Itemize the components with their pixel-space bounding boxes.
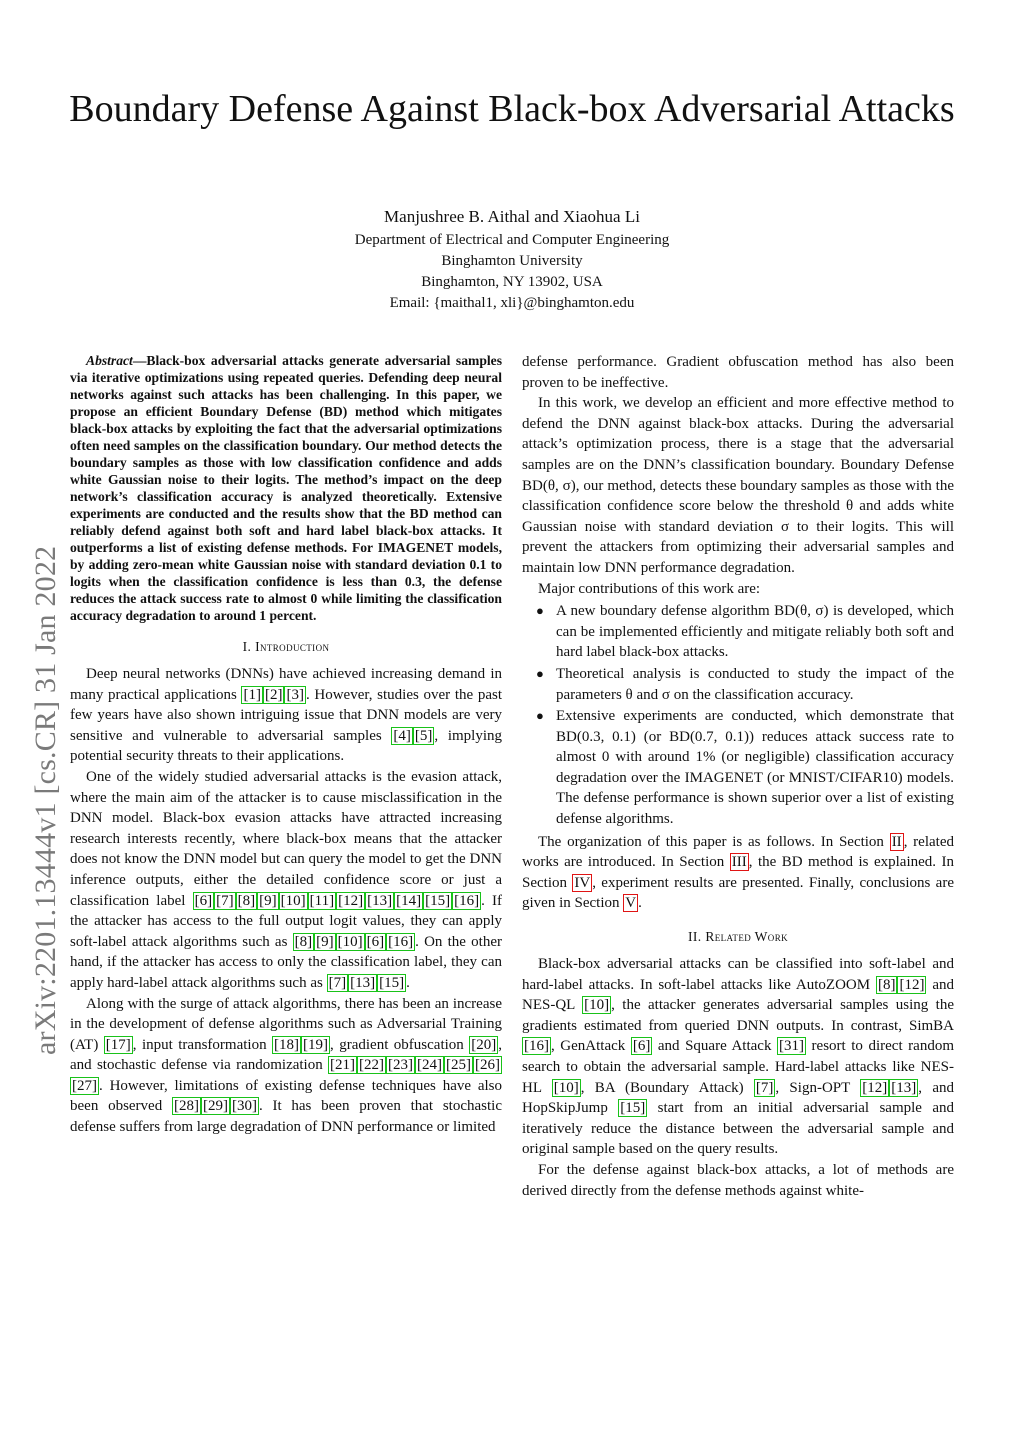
citation-link[interactable]: [11] <box>309 892 335 909</box>
citation-link[interactable]: [8] <box>294 933 313 950</box>
text-run: and NES-QL <box>522 976 954 1014</box>
citation-link[interactable]: [22] <box>359 1057 384 1074</box>
bullet-icon: ● <box>536 603 544 619</box>
paper-authors: Manjushree B. Aithal and Xiaohua Li <box>384 207 640 226</box>
section-title: Related Work <box>705 929 788 945</box>
citation-link[interactable]: [7] <box>328 974 347 991</box>
affiliation-address: Binghamton, NY 13902, USA <box>421 274 603 290</box>
citation-link[interactable]: [8] <box>877 976 896 993</box>
citation-link[interactable]: [9] <box>316 933 334 950</box>
author-affiliation <box>0 230 1024 314</box>
citation-link[interactable]: [16] <box>454 892 480 909</box>
contribution-item <box>536 706 954 830</box>
abstract-text: Black-box adversarial attacks generate adversarial samples via iterative optimizations using repeated queries. Defending deep neural networks against such attacks has been challenging. In this paper, we propose an efficient Boundary Defense (BD) method which mitigates black-box attacks by exploiting the fact that the adversarial optimizations often need samples on the classification boundary. Our method detects the boundary samples as those with low classification confidence and adds white Gaussian noise to their logits. The method’s impact on the deep network’s classification accuracy is analyzed theoretically. Extensive experiments are conducted and the results show that the BD method can reliably defend against both soft and hard label black-box attacks. It outperforms a list of existing defense methods. For IMAGENET models, by adding zero-mean white Gaussian noise with standard deviation 0.1 to logits when the classification confidence is less than 0.3, the defense reduces the attack success rate to almost 0 while limiting the classification accuracy degradation to around 1 percent. <box>70 353 502 623</box>
section-reference-link[interactable]: II <box>891 833 902 850</box>
section-heading-related-work <box>522 928 954 946</box>
citation-link[interactable]: [19] <box>303 1036 329 1053</box>
text-run: resort to direct random search to obtain the adversarial sample. Hard-label attacks like NES-HL <box>522 1038 954 1096</box>
citation-link[interactable]: [7] <box>755 1079 774 1096</box>
intro-paragraph-1 <box>70 664 502 767</box>
contribution-item <box>536 601 954 663</box>
section-reference-link[interactable]: V <box>625 895 637 912</box>
section-heading-introduction <box>70 638 502 656</box>
text-run: Along with the surge of attack algorithms, there has been an increase in the development of defense algorithms such as Adversarial Training (AT) <box>70 995 502 1053</box>
citation-link[interactable]: [10] <box>584 997 610 1014</box>
text-run: The organization of this paper is as follows. In Section <box>538 833 890 850</box>
text-run: , implying potential security threats to their applications. <box>70 727 503 765</box>
text-run: . <box>406 974 410 991</box>
right-column <box>522 352 954 1201</box>
citation-link[interactable]: [14] <box>396 892 422 909</box>
affiliation-department: Department of Electrical and Computer Engineering <box>354 232 670 248</box>
citation-link[interactable]: [13] <box>350 974 376 991</box>
citation-link[interactable]: [16] <box>388 933 414 950</box>
citation-link[interactable]: [10] <box>553 1079 579 1096</box>
arxiv-identifier-stamp: arXiv:2201.13444v1 [cs.CR] 31 Jan 2022 <box>29 545 62 1055</box>
citation-link[interactable]: [16] <box>524 1038 549 1055</box>
related-work-paragraph-2: For the defense against black-box attacks, a lot of methods are derived directly from the defense methods against white- <box>522 1161 954 1199</box>
citation-link[interactable]: [30] <box>231 1098 257 1115</box>
text-run: , Sign-OPT <box>775 1079 861 1096</box>
citation-link[interactable]: [25] <box>446 1057 471 1074</box>
citation-link[interactable]: [17] <box>105 1036 131 1053</box>
text-run: . It has been proven that stochastic defense suffers from large degradation of DNN performance or limited <box>70 1098 502 1136</box>
citation-link[interactable]: [21] <box>330 1057 355 1074</box>
citation-link[interactable]: [9] <box>259 892 277 909</box>
citation-link[interactable]: [6] <box>632 1038 651 1055</box>
text-run: . On the other hand, if the attacker has access to only the classification label, they can apply hard-label attack algorithms such as <box>70 933 502 991</box>
citation-link[interactable]: [1] <box>243 686 261 703</box>
section-title: Introduction <box>255 639 330 654</box>
intro-paragraph-2 <box>70 767 502 994</box>
text-run: , and stochastic defense via randomization <box>70 1036 502 1074</box>
left-column <box>70 352 502 1138</box>
citation-link[interactable]: [13] <box>367 892 393 909</box>
citation-link[interactable]: [24] <box>417 1057 442 1074</box>
citation-link[interactable]: [29] <box>202 1098 228 1115</box>
section-number: I. <box>242 639 256 654</box>
contribution-text: Theoretical analysis is conducted to study the impact of the parameters θ and σ on the classification accuracy. <box>556 665 954 703</box>
citation-link[interactable]: [20] <box>471 1036 497 1053</box>
contribution-item <box>536 664 954 705</box>
text-run: Deep neural networks (DNNs) have achieved increasing demand in many practical applications <box>70 666 502 703</box>
citation-link[interactable]: [28] <box>173 1098 199 1115</box>
citation-link[interactable]: [12] <box>338 892 364 909</box>
contribution-text: A new boundary defense algorithm BD(θ, σ) is developed, which can be implemented efficiently and mitigate reliably both soft and hard label black-box attacks. <box>556 603 954 661</box>
citation-link[interactable]: [12] <box>899 976 925 993</box>
affiliation-email: Email: {maithal1, xli}@binghamton.edu <box>389 295 635 311</box>
bullet-icon: ● <box>536 665 544 681</box>
citation-link[interactable]: [2] <box>264 686 283 703</box>
citation-link[interactable]: [5] <box>414 727 433 744</box>
text-run: , and HopSkipJump <box>522 1079 954 1117</box>
contribution-text: Extensive experiments are conducted, which demonstrate that BD(0.3, 0.1) (or BD(0.7, 0.1)) reduces attack success rate to almost 0 with around 1% (or negligible) classification accuracy degradation over the IMAGENET (or MNIST/CIFAR10) models. The defense performance is shown superior over a list of existing defense algorithms. <box>556 708 954 828</box>
abstract <box>70 352 502 624</box>
text-run: One of the widely studied adversarial attacks is the evasion attack, where the main aim of the attacker is to cause misclassification in the DNN model. Black-box evasion attacks have attracted increasing research interests recently, where black-box means that the attacker does not know the DNN model but can query the model to get the DNN inference outputs, either the detailed confidence score or just a classification label <box>70 768 502 909</box>
citation-link[interactable]: [15] <box>425 892 451 909</box>
citation-link[interactable]: [8] <box>237 892 256 909</box>
contributions-intro: Major contributions of this work are: <box>538 580 761 597</box>
abstract-label: Abstract <box>86 353 133 368</box>
citation-link[interactable]: [27] <box>72 1077 97 1094</box>
intro-paragraph-continued: defense performance. Gradient obfuscation method has also been proven to be ineffective. <box>522 354 954 391</box>
related-work-paragraph-1 <box>522 954 954 1160</box>
text-run: , experiment results are presented. Finally, conclusions are given in Section <box>522 874 954 912</box>
citation-link[interactable]: [3] <box>286 686 304 703</box>
citation-link[interactable]: [12] <box>862 1079 888 1096</box>
intro-paragraph-3 <box>70 994 502 1138</box>
citation-link[interactable]: [13] <box>891 1079 917 1096</box>
text-run: , the attacker generates adversarial samples using the gradients estimated from queried DNN outputs. In contrast, SimBA <box>522 997 954 1034</box>
text-run: start from an initial adversarial sample and iteratively reduce the distance between the adversarial sample and original sample based on the query results. <box>522 1100 954 1158</box>
citation-link[interactable]: [6] <box>194 892 213 909</box>
citation-link[interactable]: [15] <box>620 1100 646 1117</box>
citation-link[interactable]: [10] <box>337 933 363 950</box>
contributions-list <box>522 601 954 830</box>
citation-link[interactable]: [6] <box>366 933 385 950</box>
citation-link[interactable]: [26] <box>475 1057 500 1074</box>
bullet-icon: ● <box>536 708 544 724</box>
text-run: and Square Attack <box>652 1038 777 1055</box>
citation-link[interactable]: [10] <box>280 892 306 909</box>
citation-link[interactable]: [15] <box>379 974 405 991</box>
section-reference-link[interactable]: IV <box>574 874 591 891</box>
text-run: , BA (Boundary Attack) <box>580 1079 754 1096</box>
text-run: . <box>638 895 642 912</box>
section-reference-link[interactable]: III <box>731 854 747 871</box>
text-run: Black-box adversarial attacks can be classified into soft-label and hard-label attacks. In soft-label attacks like AutoZOOM <box>522 956 954 993</box>
citation-link[interactable]: [4] <box>393 727 411 744</box>
this-work-paragraph: In this work, we develop an efficient and more effective method to defend the DNN against black-box attacks. During the adversarial attack’s optimization process, there is a stage that the adversarial samples are on the DNN’s classification boundary. Boundary Defense BD(θ, σ), our method, detects these boundary samples as those with the classification confidence score below the threshold θ and adds white Gaussian noise with standard deviation σ to their logits. This will prevent the attackers from optimizing their adversarial samples and maintain low DNN performance degradation. <box>522 395 954 576</box>
citation-link[interactable]: [18] <box>274 1036 300 1053</box>
affiliation-university: Binghamton University <box>441 253 583 269</box>
text-run: . If the attacker has access to the full output logit values, they can apply soft-label attack algorithms such as <box>70 892 502 950</box>
text-run: , gradient obfuscation <box>330 1036 470 1053</box>
abstract-dash: — <box>132 353 147 368</box>
organization-paragraph <box>522 832 954 914</box>
text-run: . However, studies over the past few years have also shown intriguing issue that DNN models are very sensitive and vulnerable to adversarial samples <box>70 686 502 744</box>
text-run: , input transformation <box>132 1036 273 1053</box>
citation-link[interactable]: [7] <box>216 892 234 909</box>
citation-link[interactable]: [31] <box>779 1038 804 1055</box>
text-run: , related works are introduced. In Section <box>522 833 954 871</box>
section-number: II. <box>687 929 706 945</box>
text-run: , the BD method is explained. In Section <box>522 854 955 891</box>
text-run: . However, limitations of existing defense techniques have also been observed <box>70 1077 502 1115</box>
text-run: , GenAttack <box>551 1038 631 1055</box>
citation-link[interactable]: [23] <box>388 1057 413 1074</box>
paper-title: Boundary Defense Against Black-box Adversarial Attacks <box>69 88 955 130</box>
